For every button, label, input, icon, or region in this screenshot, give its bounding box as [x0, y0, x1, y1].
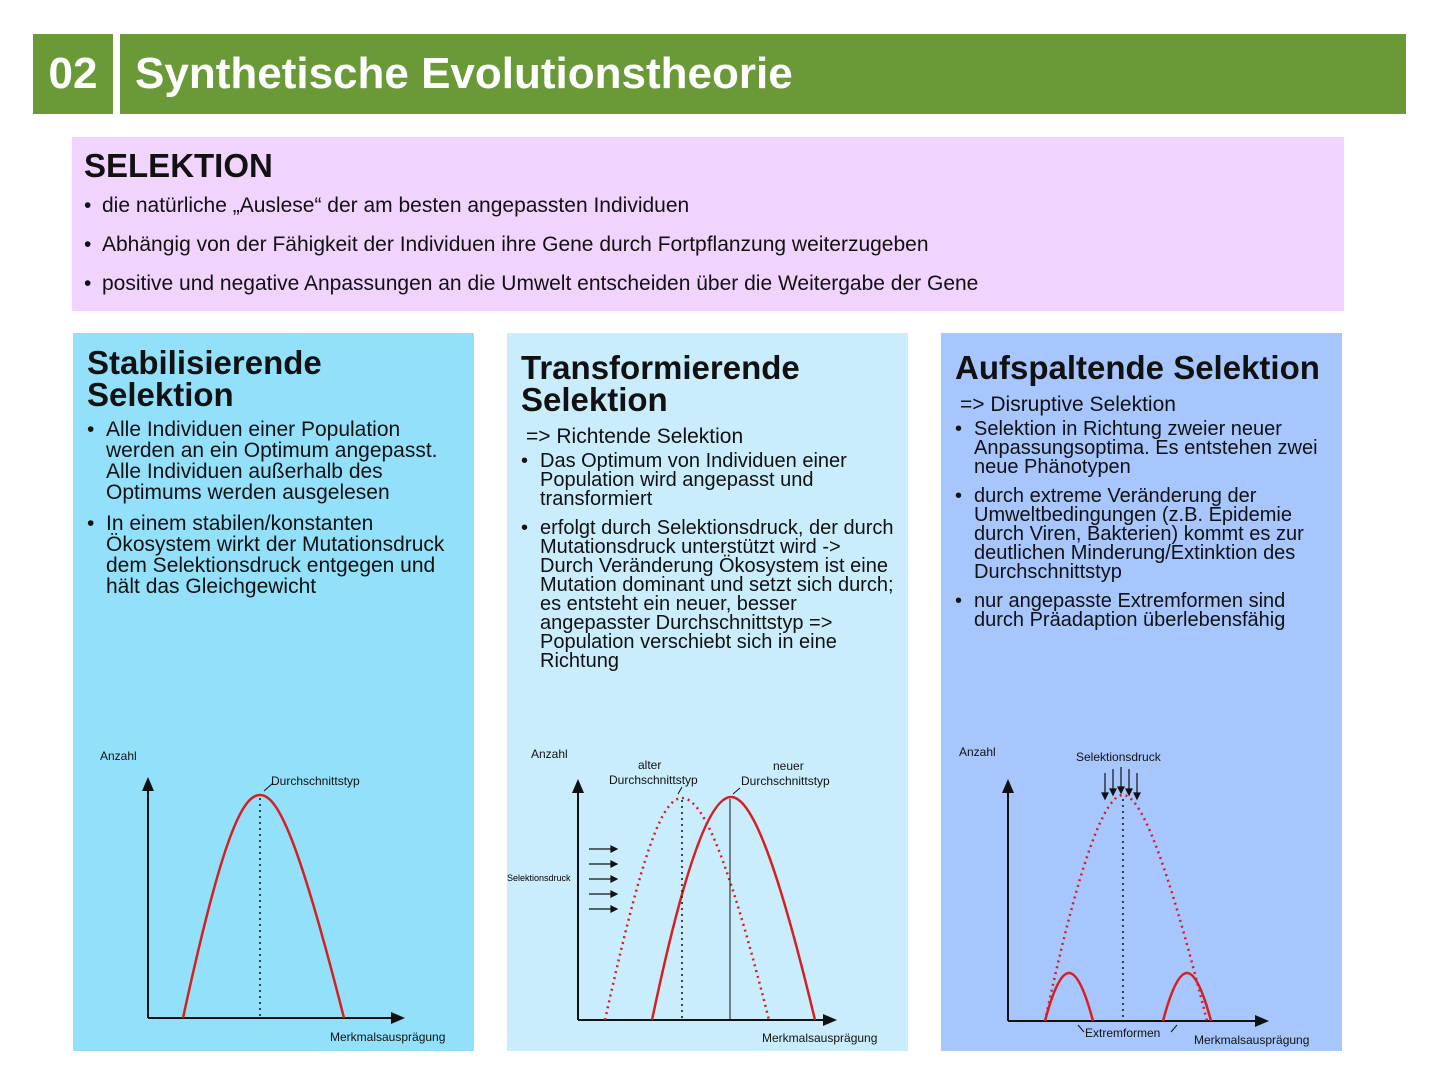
old-distribution-curve — [605, 798, 769, 1020]
card-title: Aufspaltende Selektion — [955, 349, 1320, 386]
x-axis-arrow — [823, 1014, 837, 1026]
old-type-label-1: alter — [638, 758, 662, 772]
pressure-arrows — [1102, 767, 1140, 799]
new-type-label-2: Durchschnittstyp — [741, 774, 830, 788]
x-axis-label: Merkmalsausprägung — [330, 1030, 446, 1044]
page-header — [33, 34, 1406, 114]
list-item: • Abhängig von der Fähigkeit der Individuen ihre Gene durch Fortpflanzung weiterzugeben — [84, 234, 1332, 256]
peak-label: Durchschnittstyp — [271, 774, 360, 788]
card-stabilisierende — [73, 333, 474, 1051]
x-axis-arrow — [391, 1012, 405, 1024]
selektion-box — [72, 137, 1344, 311]
old-pointer — [678, 787, 682, 794]
pressure-label: Selektionsdruck — [507, 873, 571, 883]
list-item: • Selektion in Richtung zweier neuer Anpassungsoptima. Es entstehen zwei neue Phänotypen — [955, 420, 1328, 477]
y-axis-arrow — [1002, 779, 1014, 793]
y-axis-label: Anzahl — [531, 747, 568, 761]
list-item: • Alle Individuen einer Population werden an ein Optimum angepasst. Alle Individuen außerhalb des Optimums werden ausgelesen — [87, 419, 460, 503]
x-axis-arrow — [1255, 1015, 1269, 1027]
card-title: Stabilisierende Selektion — [87, 344, 322, 413]
extreme-forms-label: Extremformen — [1085, 1026, 1161, 1040]
card-list — [87, 419, 460, 597]
x-axis-label: Merkmalsausprägung — [1194, 1033, 1310, 1047]
disruptive-diagram — [941, 733, 1342, 1051]
extreme-pointer-left — [1078, 1025, 1084, 1032]
y-axis-arrow — [572, 779, 584, 793]
extreme-form-right-curve — [1163, 973, 1211, 1021]
chapter-number: 02 — [33, 34, 113, 114]
card-title: Transformierende Selektion — [521, 349, 800, 418]
selektion-title: SELEKTION — [84, 147, 273, 184]
y-axis-arrow — [142, 777, 154, 791]
new-distribution-curve — [652, 797, 815, 1020]
list-item: • erfolgt durch Selektionsdruck, der durch Mutationsdruck unterstützt wird -> Durch Veränderung Ökosystem ist eine Mutation dominant und setzt sich durch; es entsteht ein neuer, besser angepasster Durchschnittstyp => Population verschiebt sich in eine Richtung — [521, 519, 894, 671]
distribution-curve — [183, 795, 344, 1018]
list-item: • In einem stabilen/konstanten Ökosystem wirkt der Mutationsdruck dem Selektionsdruck entgegen und hält das Gleichgewicht — [87, 513, 460, 597]
y-axis-label: Anzahl — [959, 745, 996, 759]
list-item: • positive und negative Anpassungen an die Umwelt entscheiden über die Weitergabe der Gene — [84, 273, 1332, 295]
directional-diagram — [507, 733, 908, 1051]
page-title: Synthetische Evolutionstheorie — [120, 34, 1406, 114]
card-aufspaltende — [941, 333, 1342, 1051]
new-pointer — [733, 788, 740, 794]
old-type-label-2: Durchschnittstyp — [609, 773, 698, 787]
list-item: • durch extreme Veränderung der Umweltbedingungen (z.B. Epidemie durch Viren, Bakterien) kommt es zur deutlichen Minderung/Extinktion des Durchschnittstyp — [955, 487, 1328, 582]
card-subtitle: => Richtende Selektion — [526, 425, 744, 448]
y-axis-label: Anzahl — [100, 749, 137, 763]
x-axis-label: Merkmalsausprägung — [762, 1031, 878, 1045]
pressure-label: Selektionsdruck — [1076, 750, 1161, 764]
card-subtitle: => Disruptive Selektion — [960, 393, 1176, 416]
pressure-arrows — [589, 846, 617, 912]
card-transformierende — [507, 333, 908, 1051]
card-list — [955, 420, 1328, 630]
list-item: • die natürliche „Auslese“ der am besten angepassten Individuen — [84, 195, 1332, 217]
original-distribution-curve — [1045, 795, 1207, 1021]
list-item: • nur angepasste Extremformen sind durch Präadaption überlebensfähig — [955, 592, 1328, 630]
selektion-list — [84, 195, 1332, 295]
new-type-label-1: neuer — [773, 759, 804, 773]
list-item: • Das Optimum von Individuen einer Population wird angepasst und transformiert — [521, 452, 894, 509]
extreme-form-left-curve — [1045, 973, 1093, 1021]
extreme-pointer-right — [1171, 1025, 1177, 1032]
stabilizing-diagram — [73, 733, 474, 1051]
card-list — [521, 452, 894, 671]
